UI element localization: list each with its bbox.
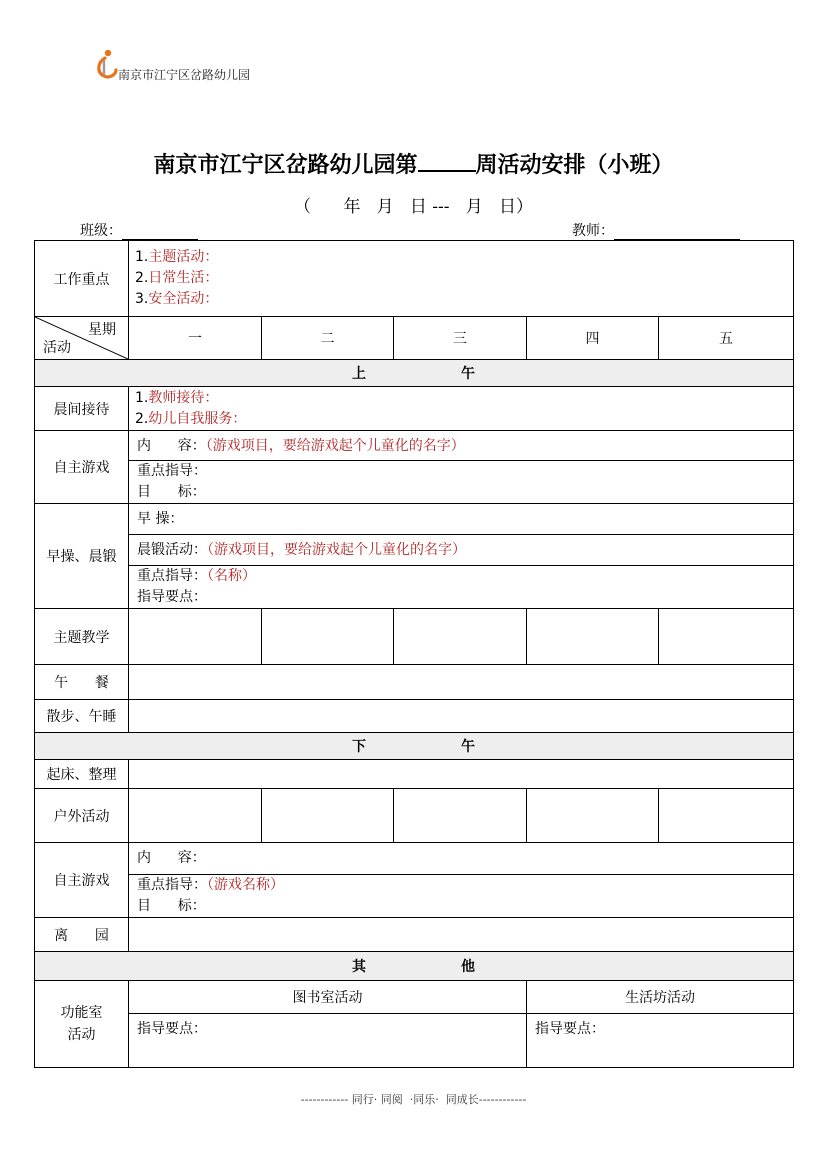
theme-cell-tuesday[interactable]	[262, 609, 394, 665]
theme-cell-thursday[interactable]	[527, 609, 659, 665]
afternoon-section-title: 下 午	[35, 733, 794, 760]
corner-activity-label: 活动	[43, 340, 71, 356]
morning-section-title: 上 午	[35, 360, 794, 387]
nap-row	[35, 700, 794, 733]
library-activity-header: 图书室活动	[129, 981, 527, 1014]
other-section-row	[35, 952, 794, 981]
reception-item: 1.教师接待：	[135, 389, 219, 406]
teacher-field	[572, 220, 740, 240]
theme-teaching-row	[35, 609, 794, 665]
document-title	[0, 148, 827, 179]
weekday-header-row	[35, 317, 794, 360]
nap-label: 散步、午睡	[35, 700, 129, 733]
weekly-schedule-table	[34, 240, 794, 1068]
life-workshop-header: 生活坊活动	[527, 981, 794, 1014]
outdoor-cell-friday[interactable]	[659, 789, 794, 843]
afternoon-free-play-content[interactable]	[129, 843, 794, 918]
outdoor-cell-thursday[interactable]	[527, 789, 659, 843]
afternoon-content-line: 内 容：	[129, 843, 793, 875]
reception-item: 2.幼儿自我服务：	[135, 410, 247, 427]
title-suffix: 周活动安排（小班）	[475, 152, 674, 178]
reception-label: 晨间接待	[35, 387, 129, 431]
lunch-content[interactable]	[129, 665, 794, 700]
afternoon-section-row	[35, 733, 794, 760]
lunch-row	[35, 665, 794, 700]
wakeup-content[interactable]	[129, 760, 794, 789]
kindergarten-logo-icon	[92, 48, 118, 80]
wakeup-row	[35, 760, 794, 789]
class-blank[interactable]	[122, 225, 198, 240]
weekday-corner-cell	[35, 317, 129, 360]
outdoor-cell-tuesday[interactable]	[262, 789, 394, 843]
nap-content[interactable]	[129, 700, 794, 733]
morning-free-play-content[interactable]	[129, 431, 794, 504]
work-focus-row	[35, 241, 794, 317]
afternoon-guide-goal: 重点指导：（游戏名称） 目 标：	[137, 877, 284, 914]
leave-label: 离 园	[35, 918, 129, 952]
school-logo	[90, 48, 290, 84]
reception-row	[35, 387, 794, 431]
weekday-tuesday: 二	[262, 317, 394, 360]
footer-slogan: ------------ 同行· 同阅 ·同乐· 同成长------------	[300, 1093, 527, 1106]
exercise-guide: 重点指导：（名称） 指导要点：	[137, 568, 256, 605]
work-focus-item: 1.主题活动：	[135, 249, 219, 265]
drill-activity-line: 晨锻活动：（游戏项目，要给游戏起个儿童化的名字）	[129, 535, 793, 566]
teacher-blank[interactable]	[614, 225, 740, 240]
function-room-label: 功能室 活动	[35, 981, 129, 1068]
morning-free-play-row	[35, 431, 794, 504]
afternoon-free-play-label: 自主游戏	[35, 843, 129, 918]
other-section-title: 其 他	[35, 952, 794, 981]
theme-cell-monday[interactable]	[129, 609, 262, 665]
reception-content[interactable]	[129, 387, 794, 431]
work-focus-content[interactable]	[129, 241, 794, 317]
class-label: 班级：	[80, 223, 122, 239]
work-focus-label: 工作重点	[35, 241, 129, 317]
weekday-monday: 一	[129, 317, 262, 360]
exercise-content[interactable]	[129, 504, 794, 609]
wakeup-label: 起床、整理	[35, 760, 129, 789]
life-workshop-points[interactable]: 指导要点：	[527, 1014, 794, 1068]
work-focus-item: 3.安全活动：	[135, 291, 219, 307]
logo-text: 南京市江宁区岔路幼儿园	[118, 68, 251, 82]
function-room-header-row	[35, 981, 794, 1014]
week-number-blank[interactable]	[418, 152, 476, 172]
leave-row	[35, 918, 794, 952]
exercise-row	[35, 504, 794, 609]
afternoon-free-play-row	[35, 843, 794, 918]
outdoor-label: 户外活动	[35, 789, 129, 843]
title-prefix: 南京市江宁区岔路幼儿园第	[153, 152, 418, 178]
function-room-points-row	[35, 1014, 794, 1068]
weekday-friday: 五	[659, 317, 794, 360]
outdoor-cell-monday[interactable]	[129, 789, 262, 843]
date-range: （ 年 月 日 --- 月 日）	[294, 197, 533, 217]
lunch-label: 午 餐	[35, 665, 129, 700]
theme-teaching-label: 主题教学	[35, 609, 129, 665]
work-focus-item: 2.日常生活：	[135, 270, 219, 286]
library-points[interactable]: 指导要点：	[129, 1014, 527, 1068]
theme-cell-wednesday[interactable]	[394, 609, 527, 665]
morning-free-play-label: 自主游戏	[35, 431, 129, 504]
theme-cell-friday[interactable]	[659, 609, 794, 665]
class-field	[80, 220, 198, 240]
teacher-label: 教师：	[572, 223, 614, 239]
free-play-guide-goal: 重点指导： 目 标：	[137, 462, 207, 500]
weekday-thursday: 四	[527, 317, 659, 360]
outdoor-row	[35, 789, 794, 843]
corner-weekday-label: 星期	[88, 322, 116, 338]
weekday-wednesday: 三	[394, 317, 527, 360]
morning-section-row	[35, 360, 794, 387]
free-play-content-line: 内 容：（游戏项目，要给游戏起个儿童化的名字）	[129, 432, 793, 461]
leave-content[interactable]	[129, 918, 794, 952]
exercise-label: 早操、晨锻	[35, 504, 129, 609]
drill-line: 早 操：	[129, 504, 793, 535]
outdoor-cell-wednesday[interactable]	[394, 789, 527, 843]
